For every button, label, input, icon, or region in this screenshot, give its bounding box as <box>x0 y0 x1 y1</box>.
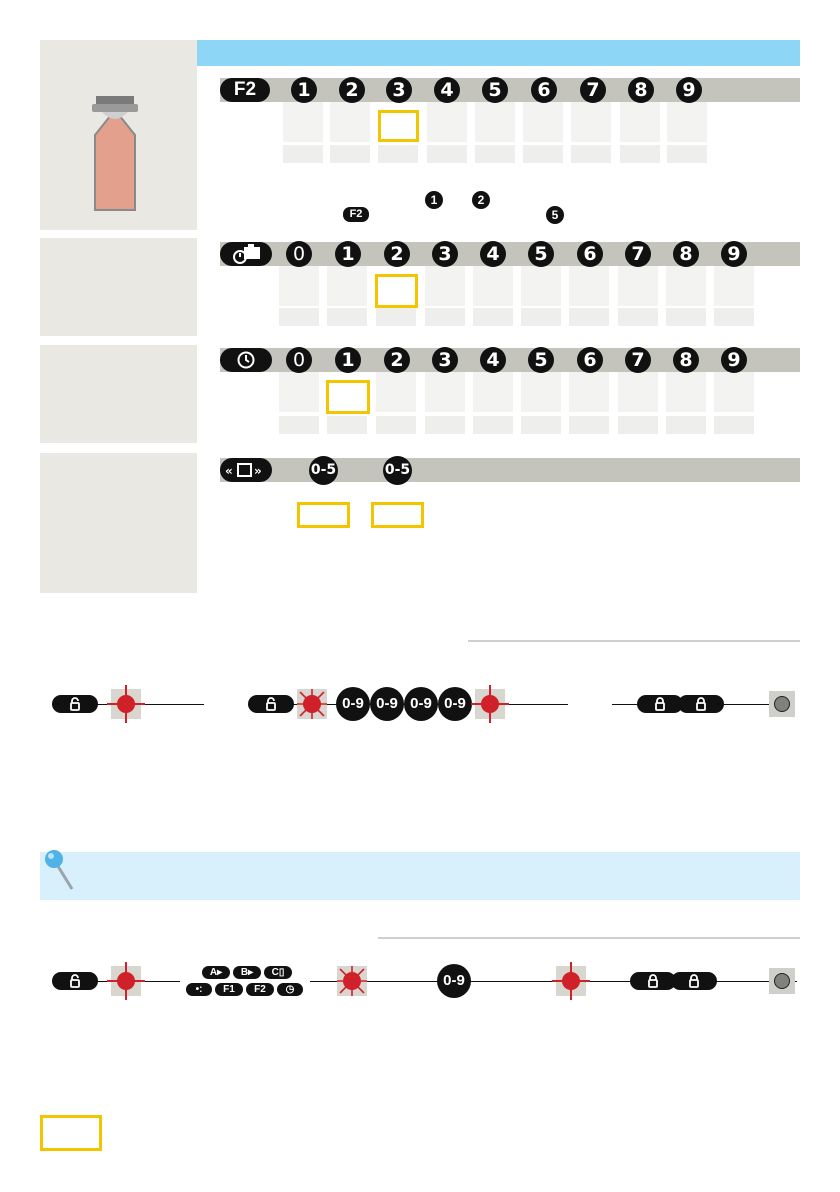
note-circle: 2 <box>472 191 490 209</box>
number-circle: 0 <box>286 347 312 373</box>
number-circle: 3 <box>432 241 458 267</box>
header-band <box>197 40 800 66</box>
lock-key <box>678 695 724 713</box>
default-setting-legend <box>40 1115 102 1151</box>
unlock-icon <box>69 697 81 711</box>
digit-key: 0-9 <box>437 964 471 998</box>
led-blinking <box>337 966 367 996</box>
number-circle: 9 <box>721 241 747 267</box>
lock-key <box>630 972 676 990</box>
timer-panel <box>40 238 197 336</box>
led-on <box>111 689 141 719</box>
function-keys-group <box>180 964 310 1000</box>
clock-panel <box>40 345 197 443</box>
unlock-key <box>52 695 98 713</box>
number-circle: 2 <box>384 241 410 267</box>
note-circle: 1 <box>425 191 443 209</box>
number-circle: 7 <box>580 77 606 103</box>
tip-band <box>40 852 800 900</box>
number-circle: 3 <box>432 347 458 373</box>
share-key: •: <box>186 983 212 996</box>
range-a-default <box>297 502 350 528</box>
number-circle: 1 <box>335 347 361 373</box>
led-blinking <box>297 689 327 719</box>
svg-text:«: « <box>225 464 233 478</box>
f2-default-marker <box>378 110 419 142</box>
range-panel <box>40 453 197 593</box>
unlock-icon <box>69 974 81 988</box>
number-circle: 6 <box>577 241 603 267</box>
range-a-key: 0-5 <box>309 456 338 485</box>
number-circle: 1 <box>335 241 361 267</box>
key-b-label: B <box>240 967 249 978</box>
unlock-icon <box>265 697 277 711</box>
led-off <box>769 691 795 717</box>
section-divider <box>468 640 800 642</box>
led-on <box>111 966 141 996</box>
key-a-label: A <box>209 967 218 978</box>
number-circle: 6 <box>577 347 603 373</box>
range-b-default <box>371 502 424 528</box>
clock-small-key: ◷ <box>277 983 303 996</box>
clock-icon <box>236 350 256 370</box>
f1-key: F1 <box>215 983 243 996</box>
timer-key <box>220 242 272 266</box>
digit-key: 0-9 <box>336 687 370 721</box>
number-circle: 6 <box>531 77 557 103</box>
number-circle: 9 <box>676 77 702 103</box>
key-c-label: C <box>271 967 279 978</box>
key-b: B▸ <box>233 966 261 979</box>
lock-icon <box>647 974 659 988</box>
f2-key: F2 <box>220 78 270 102</box>
number-circle: 8 <box>673 241 699 267</box>
range-b-key: 0-5 <box>383 456 412 485</box>
led-off <box>769 968 795 994</box>
lock-icon <box>695 697 707 711</box>
timer-icon <box>228 243 264 265</box>
number-circle: 4 <box>480 241 506 267</box>
number-circle: 5 <box>528 347 554 373</box>
device-illustration <box>40 40 197 230</box>
window-range-icon <box>224 460 268 480</box>
number-circle: 7 <box>625 347 651 373</box>
number-circle: 4 <box>434 77 460 103</box>
digit-key: 0-9 <box>404 687 438 721</box>
section-divider <box>378 937 800 939</box>
unlock-key <box>52 972 98 990</box>
number-circle: 1 <box>291 77 317 103</box>
number-circle: 5 <box>482 77 508 103</box>
note-circle: 5 <box>546 206 564 224</box>
key-c: C▯ <box>264 966 292 979</box>
number-circle: 7 <box>625 241 651 267</box>
note-key: F2 <box>343 207 369 222</box>
unlock-key <box>248 695 294 713</box>
led-on <box>475 689 505 719</box>
number-circle: 2 <box>339 77 365 103</box>
range-key <box>220 458 272 482</box>
svg-text:»: » <box>254 464 262 478</box>
range-bar <box>220 458 800 482</box>
f2-key: F2 <box>246 983 274 996</box>
number-circle: 9 <box>721 347 747 373</box>
device-panel <box>40 40 197 230</box>
lock-icon <box>654 697 666 711</box>
lock-icon <box>688 974 700 988</box>
clock-default-marker <box>326 380 370 414</box>
led-on <box>556 966 586 996</box>
lock-key <box>637 695 683 713</box>
number-circle: 4 <box>480 347 506 373</box>
number-circle: 8 <box>628 77 654 103</box>
lock-key <box>671 972 717 990</box>
digit-key: 0-9 <box>438 687 472 721</box>
key-a: A▸ <box>202 966 230 979</box>
number-circle: 5 <box>528 241 554 267</box>
number-circle: 2 <box>384 347 410 373</box>
pushpin-icon <box>40 845 90 895</box>
number-circle: 3 <box>386 77 412 103</box>
clock-key <box>220 348 272 372</box>
timer-default-marker <box>375 274 418 308</box>
number-circle: 8 <box>673 347 699 373</box>
number-circle: 0 <box>286 241 312 267</box>
digit-key: 0-9 <box>370 687 404 721</box>
